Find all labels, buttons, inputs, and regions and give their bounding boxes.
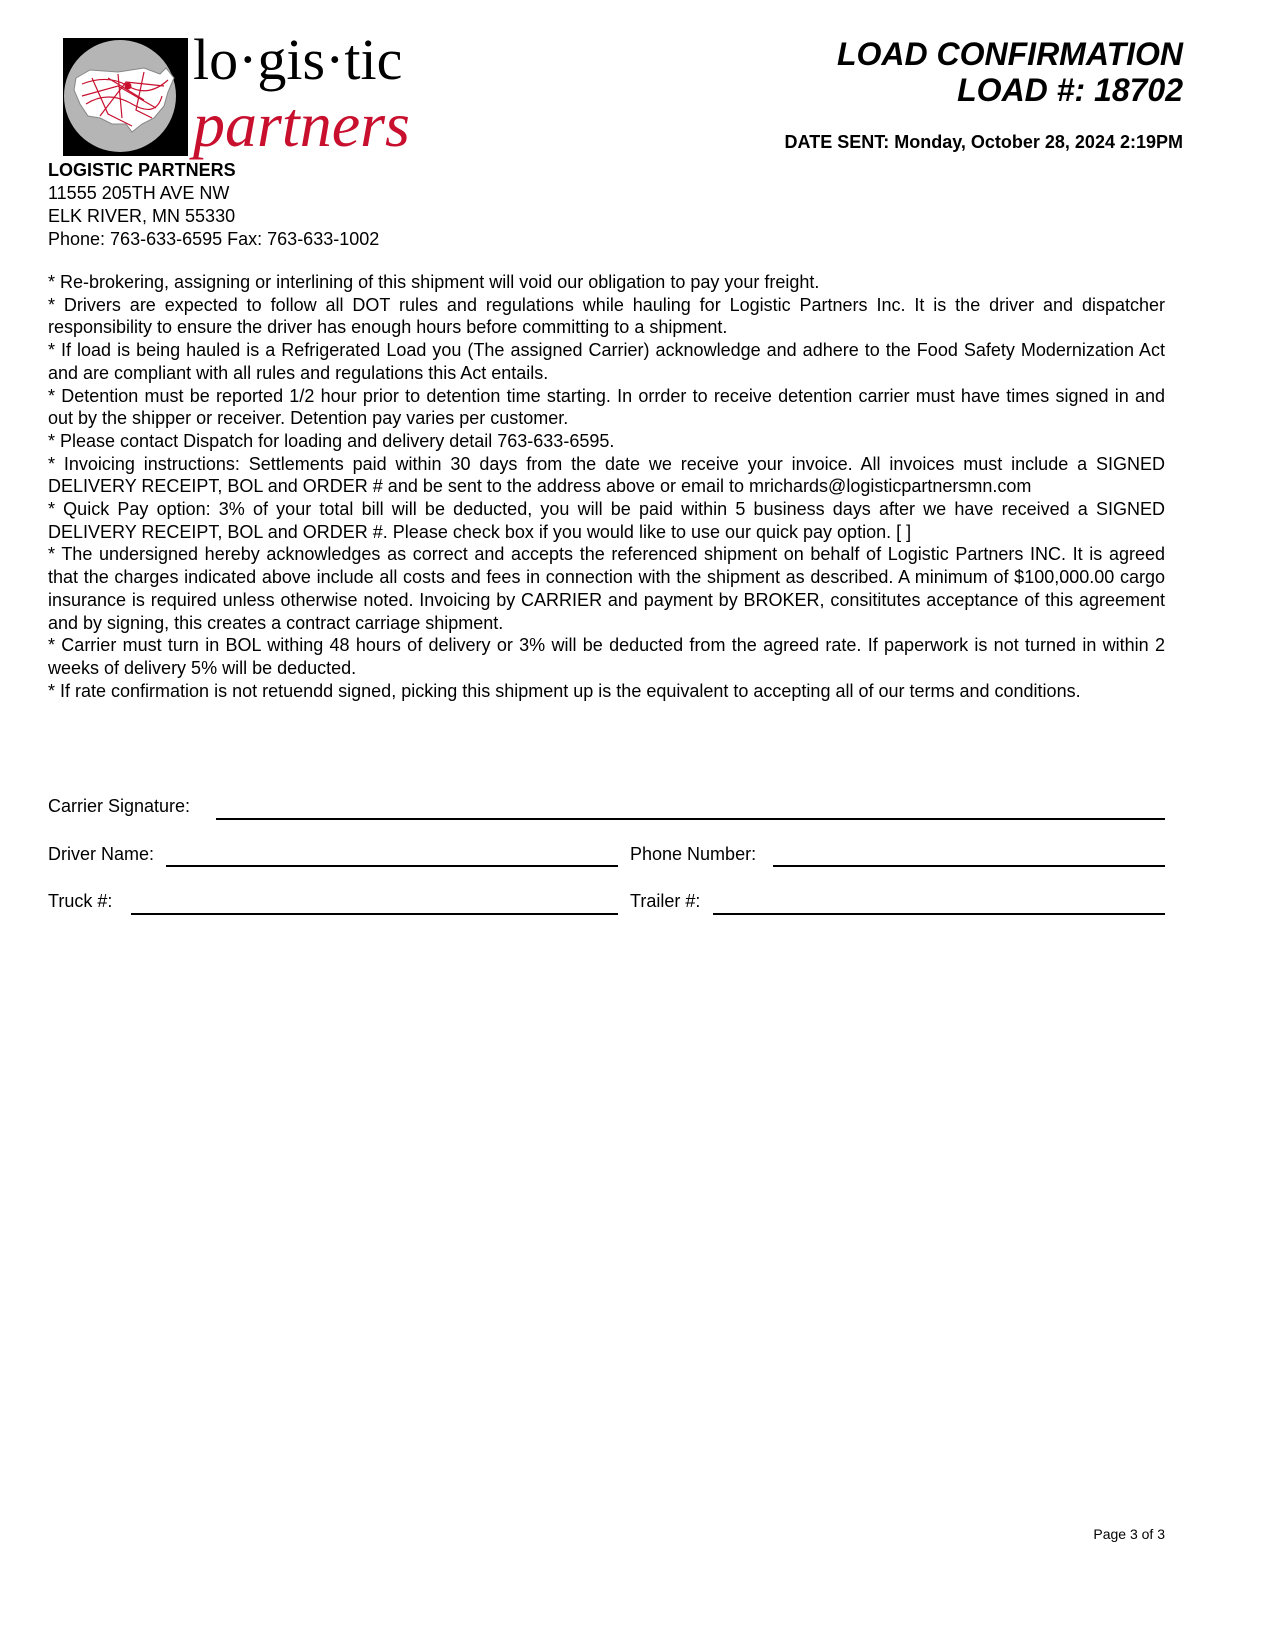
term-item: * The undersigned hereby acknowledges as correct and accepts the referenced shipment on behalf of Logistic Partners INC. It is agreed that the charges indicated above include all costs and fees in connection with the shipment as described. A minimum of $100,000.00 cargo insurance is required unless otherwise noted. Invoicing by CARRIER and payment by BROKER, consititutes acceptance of this agreement and by signing, this creates a contract carriage shipment. (48, 544, 1165, 633)
term-item: * Detention must be reported 1/2 hour prior to detention time starting. In orrder to receive detention carrier must have times signed in and out by the shipper or receiver. Detention pay varies per customer. (48, 385, 1165, 429)
company-name: LOGISTIC PARTNERS (48, 160, 236, 180)
truck-number-label: Truck #: (48, 891, 113, 911)
company-address-block (48, 159, 379, 251)
document-title: LOAD CONFIRMATION (836, 36, 1183, 72)
driver-name-line[interactable] (166, 865, 618, 867)
page-number: Page 3 of 3 (1093, 1526, 1165, 1542)
term-item: * If load is being hauled is a Refrigerated Load you (The assigned Carrier) acknowledge and adhere to the Food Safety Modernization Act and are compliant with all rules and regulations this Act entails. (48, 340, 1165, 383)
term-item: * If rate confirmation is not retuendd signed, picking this shipment up is the equivalent to accepting all of our terms and conditions. (48, 680, 1081, 701)
term-item: * Invoicing instructions: Settlements paid within 30 days from the date we receive your invoice. All invoices must include a SIGNED DELIVERY RECEIPT, BOL and ORDER # and be sent to the address above or email to mrichards@logisticpartnersmn.com (48, 453, 1165, 497)
company-address-line1: 11555 205TH AVE NW (48, 183, 230, 203)
term-item: * Please contact Dispatch for loading and delivery detail 763-633-6595. (48, 430, 615, 451)
driver-name-label: Driver Name: (48, 844, 155, 864)
date-sent: DATE SENT: Monday, October 28, 2024 2:19PM (784, 132, 1183, 152)
company-address-line2: ELK RIVER, MN 55330 (48, 206, 236, 226)
terms-and-conditions (48, 271, 1165, 702)
truck-number-line[interactable] (131, 913, 618, 915)
term-item: * Re-brokering, assigning or interlining of this shipment will void our obligation to pay your freight. (48, 272, 820, 292)
term-item: * Drivers are expected to follow all DOT rules and regulations while hauling for Logistic Partners Inc. It is the driver and dispatcher responsibility to ensure the driver has enough hours before committing to a shipment. (48, 294, 1165, 338)
us-map-icon (48, 34, 198, 162)
phone-number-label: Phone Number: (630, 844, 757, 864)
logo-word-partners: partners (193, 89, 410, 160)
document-title-block (837, 36, 1183, 108)
logo-word-logistic: lo·gis·tic (193, 27, 403, 92)
trailer-number-line[interactable] (713, 913, 1165, 915)
load-number: LOAD #: 18702 (957, 72, 1183, 108)
term-item: * Carrier must turn in BOL withing 48 hours of delivery or 3% will be deducted from the agreed rate. If paperwork is not turned in within 2 weeks of delivery 5% will be deducted. (48, 635, 1165, 678)
company-logo (48, 27, 428, 162)
company-contact: Phone: 763-633-6595 Fax: 763-633-1002 (48, 229, 380, 249)
trailer-number-label: Trailer #: (630, 891, 701, 911)
carrier-signature-label: Carrier Signature: (48, 796, 191, 816)
carrier-signature-line[interactable] (216, 818, 1165, 820)
phone-number-line[interactable] (773, 865, 1165, 867)
term-item: * Quick Pay option: 3% of your total bill will be deducted, you will be paid within 5 business days after we have received a SIGNED DELIVERY RECEIPT, BOL and ORDER #. Please check box if you would like to use our quick pay option. [ ] (48, 499, 1165, 542)
